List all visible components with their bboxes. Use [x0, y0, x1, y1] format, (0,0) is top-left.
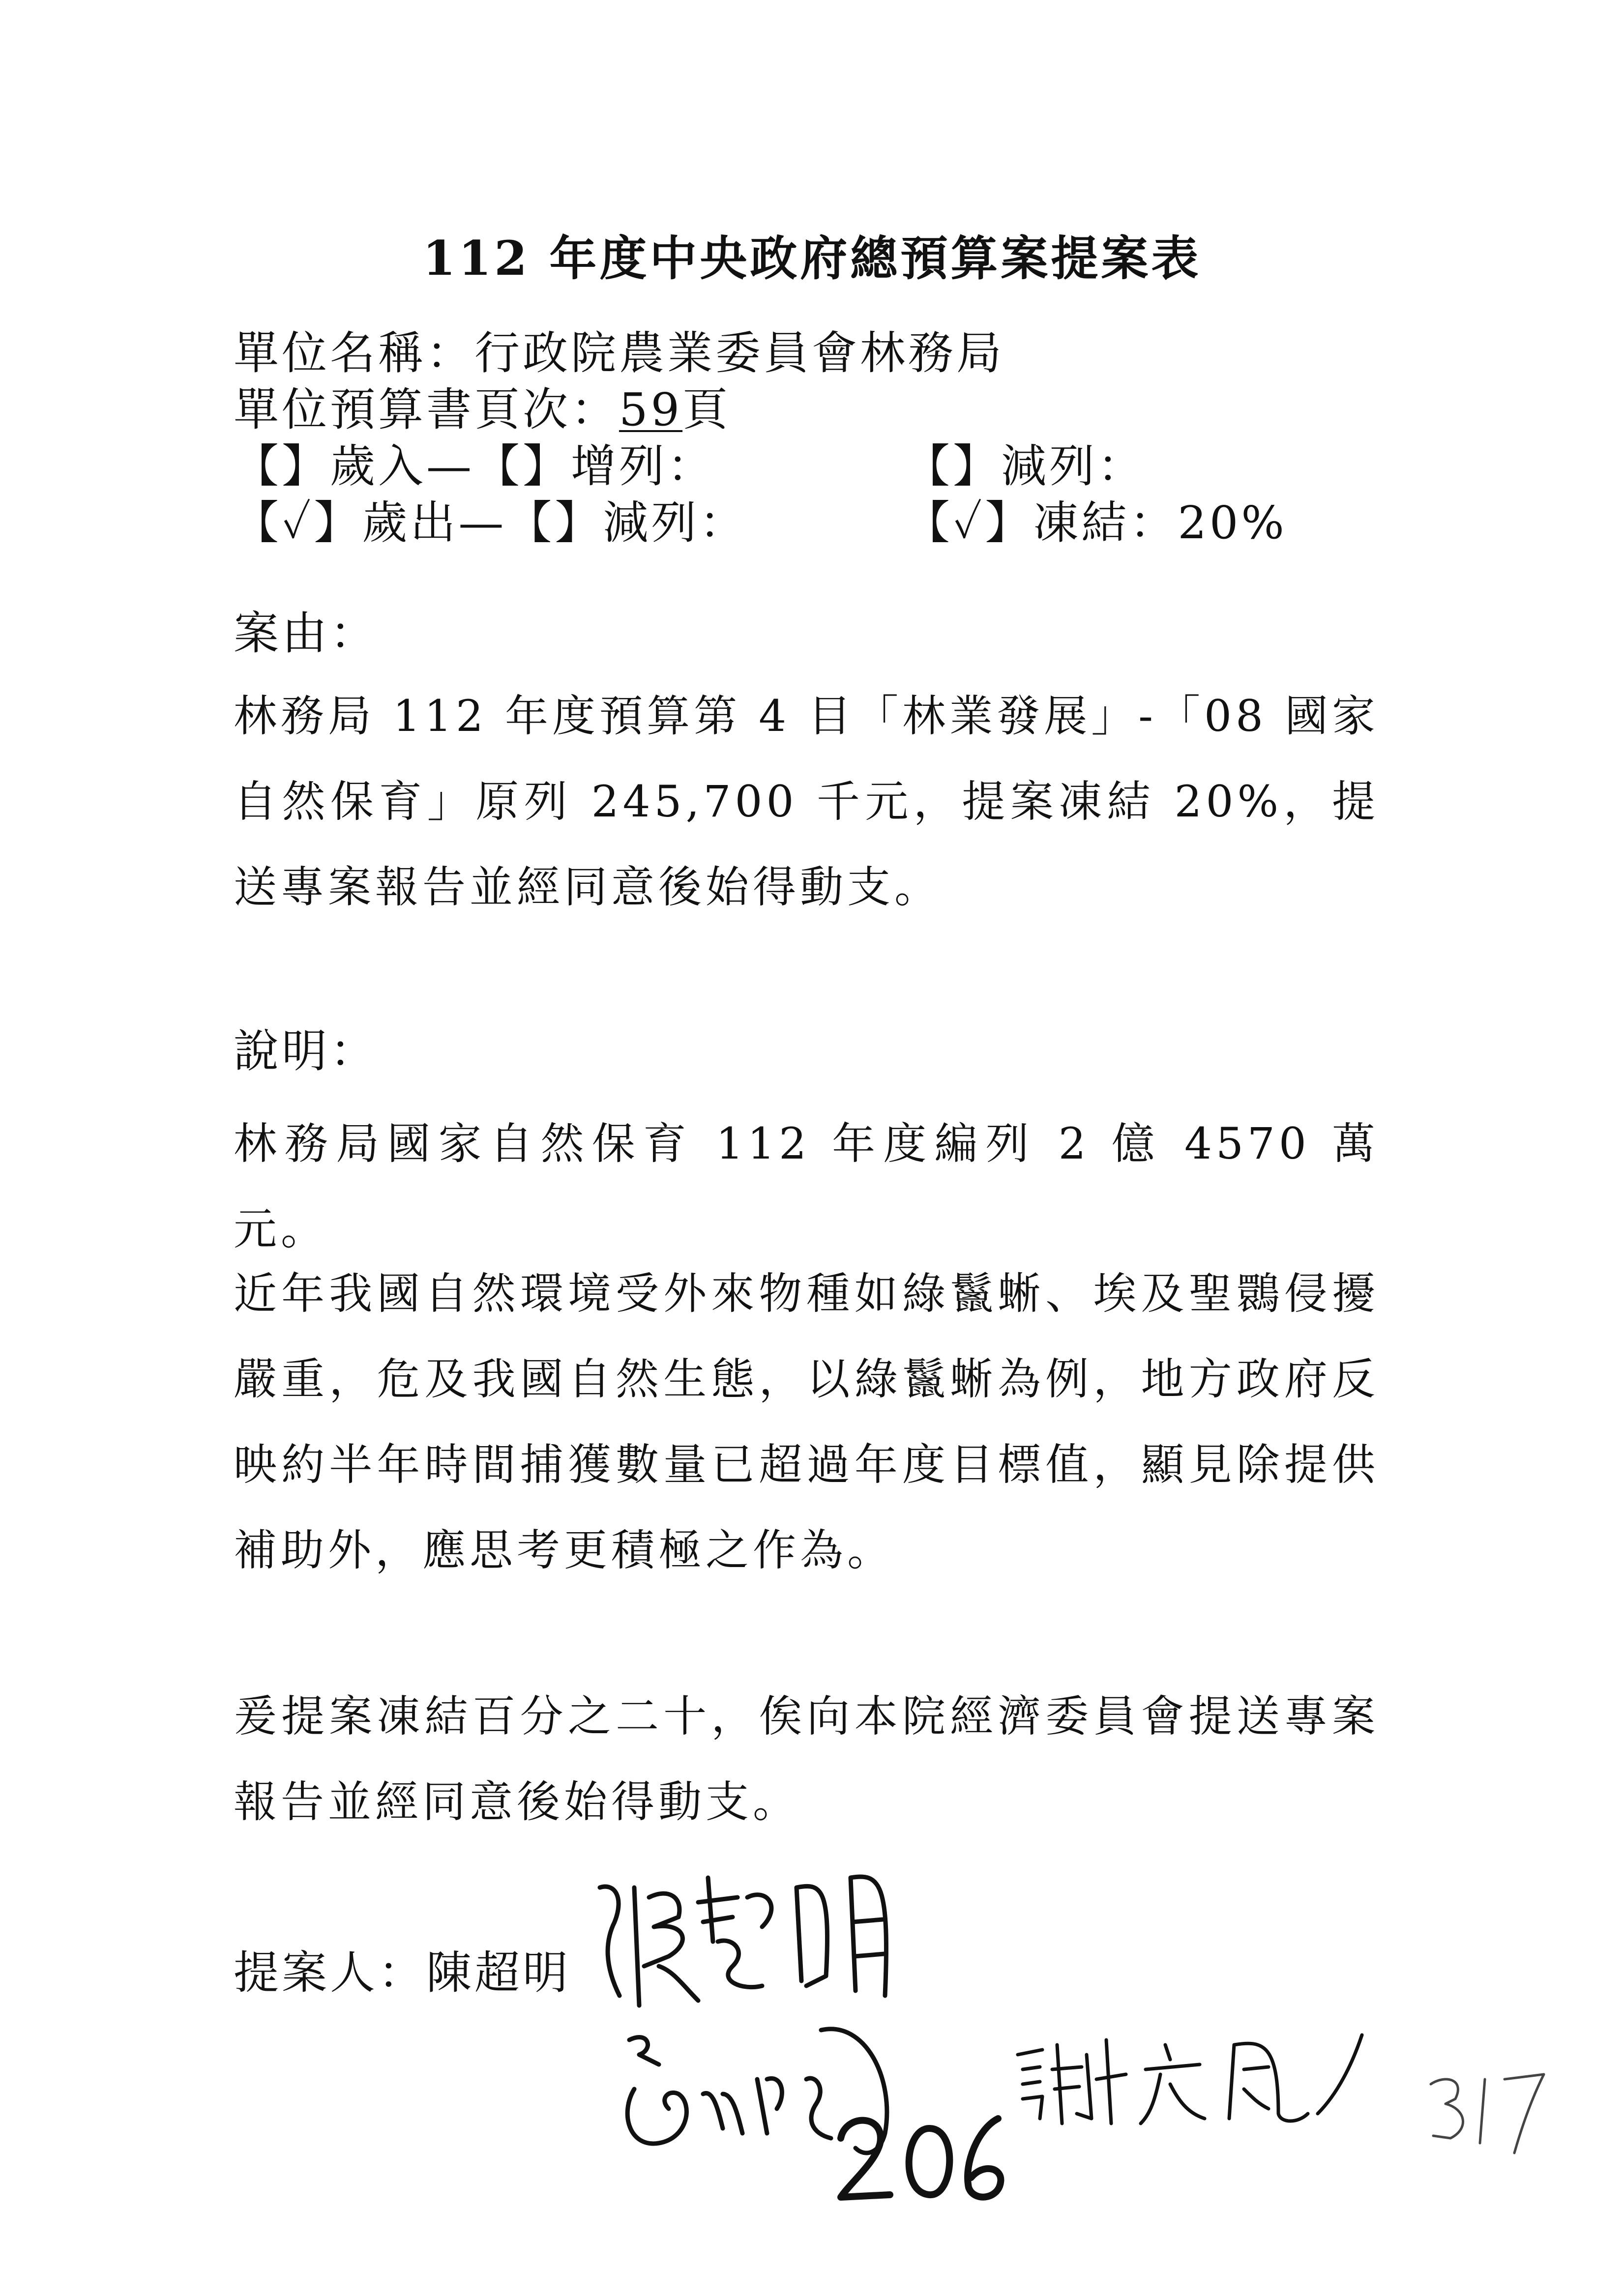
- page-number-drawing: [831, 2109, 1018, 2207]
- margin-number-drawing: [1426, 2064, 1554, 2163]
- freeze-option: 【✓】凍結：20%: [905, 496, 1287, 549]
- reason-label: 案由：: [234, 607, 379, 660]
- proposer-label: 提案人：陳超明: [234, 1947, 571, 1999]
- document-title: 112 年度中央政府總預算案提案表: [422, 231, 1202, 286]
- budget-page-suffix: 頁: [682, 383, 731, 436]
- handwritten-page-number: [831, 2109, 1018, 2209]
- explanation-paragraph-2: 近年我國自然環境受外來物種如綠鬣蜥、埃及聖䴉侵擾嚴重，危及我國自然生態，以綠鬣蜥為例，地方政府反映約半年時間捕獲數量已超過年度目標值，顯見除提供補助外，應思考更積極之作為。: [234, 1268, 1379, 1575]
- budget-page-line: [234, 374, 731, 438]
- handwritten-signature-3: [1013, 2025, 1367, 2135]
- explanation-paragraph-1: 林務局國家自然保育 112 年度編列 2 億 4570 萬元。: [234, 1118, 1379, 1254]
- handwritten-margin-number: [1426, 2064, 1554, 2165]
- reason-text: 林務局 112 年度預算第 4 目「林業發展」-「08 國家自然保育」原列 245,700 千元，提案凍結 20%，提送專案報告並經同意後始得動支。: [234, 691, 1379, 912]
- explanation-paragraph-3: 爰提案凍結百分之二十，俟向本院經濟委員會提送專案報告並經同意後始得動支。: [234, 1691, 1379, 1827]
- unit-name: 單位名稱：行政院農業委員會林務局: [234, 327, 1005, 379]
- explanation-label: 說明：: [234, 1025, 379, 1077]
- revenue-option: 【】歲入—【】增列：: [234, 440, 716, 493]
- budget-page-number: 59: [619, 383, 683, 436]
- signature-3-drawing: [1013, 2025, 1367, 2133]
- signature-1-drawing: [585, 1868, 910, 2015]
- expenditure-option: 【✓】歲出—【】減列：: [234, 496, 748, 549]
- handwritten-signature-1: [585, 1868, 910, 2017]
- revenue-cut-option: 【】減列：: [905, 440, 1146, 493]
- budget-page-prefix: 單位預算書頁次：: [234, 383, 620, 436]
